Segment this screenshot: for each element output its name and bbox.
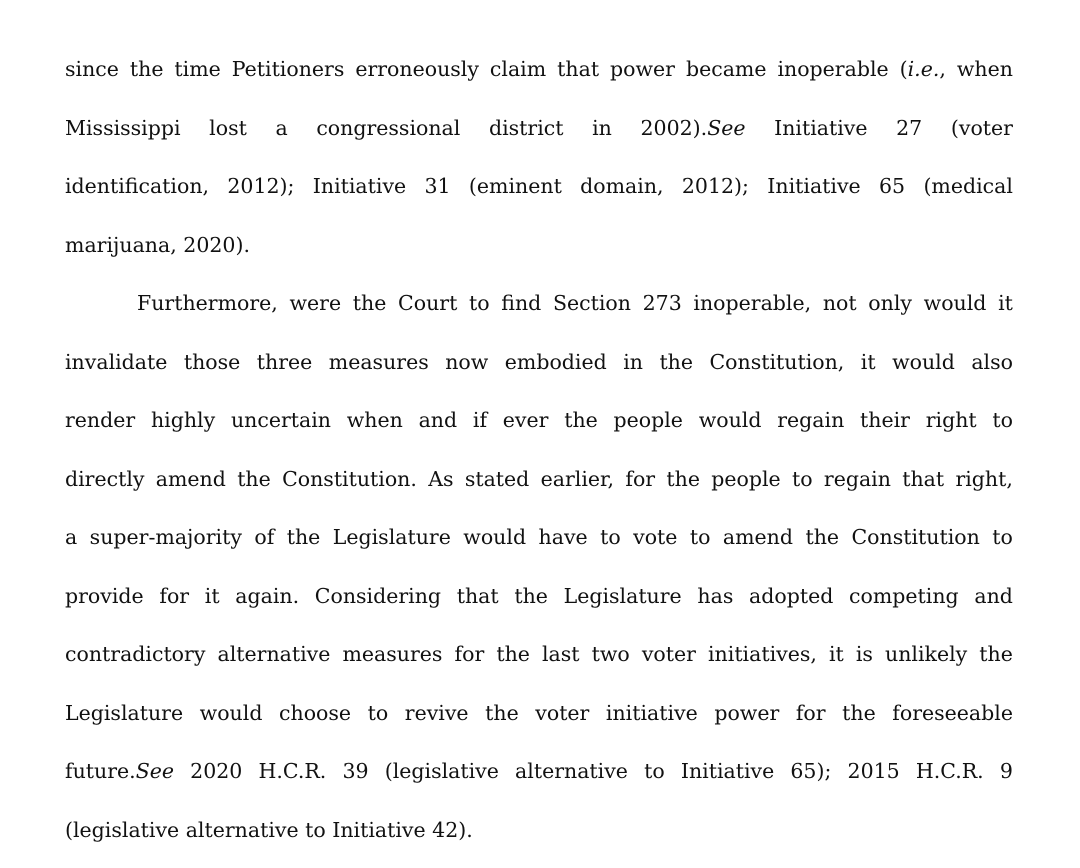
text-word: the xyxy=(659,349,694,374)
text-word: choose xyxy=(279,700,352,725)
text-word: voter xyxy=(535,700,590,725)
text-word: 9 xyxy=(999,759,1013,783)
text-word: uncertain xyxy=(230,408,331,432)
text-word: the xyxy=(805,525,840,549)
text-word: the xyxy=(842,700,876,725)
text-word: two xyxy=(591,642,630,666)
text-word: Initiative xyxy=(767,174,861,198)
text-word: Legislature xyxy=(332,525,451,549)
text-word: for xyxy=(795,700,826,725)
text-word: and xyxy=(418,408,458,432)
text-line xyxy=(65,465,1013,493)
text-word: find xyxy=(501,291,542,315)
text-word: unlikely xyxy=(885,642,968,666)
text-word: 2002).See xyxy=(640,115,746,140)
text-word: of xyxy=(254,525,275,549)
text-word: Considering xyxy=(314,583,442,608)
text-word: render xyxy=(65,408,136,432)
text-word: that xyxy=(902,466,945,491)
text-word: Court xyxy=(398,291,458,315)
text-word: that xyxy=(557,57,600,81)
text-word: 65); xyxy=(790,759,832,783)
text-word: for xyxy=(159,583,190,608)
text-word: it xyxy=(204,583,220,608)
text-line xyxy=(65,699,1013,727)
text-word: the xyxy=(564,408,598,432)
text-word: for xyxy=(454,642,485,666)
text-word: again. xyxy=(235,583,300,608)
text-word: three xyxy=(256,349,313,374)
text-word: As xyxy=(428,466,454,491)
text-word: regain xyxy=(823,466,891,491)
text-word: initiative xyxy=(605,700,698,725)
text-word: regain xyxy=(777,408,845,432)
text-word: people xyxy=(613,408,683,432)
text-word: identification, xyxy=(65,174,210,198)
text-word: in xyxy=(623,349,643,374)
text-word: 31 xyxy=(424,174,451,198)
text-word: H.C.R. xyxy=(915,759,984,783)
text-word: the xyxy=(485,700,519,725)
text-line xyxy=(65,757,1013,785)
text-word: a xyxy=(275,115,288,140)
text-word: to xyxy=(792,466,813,491)
text-word: stated xyxy=(464,466,530,491)
text-line xyxy=(65,55,1013,83)
text-word: 2012); xyxy=(227,174,295,198)
text-word: invalidate xyxy=(65,349,168,374)
text-word: would xyxy=(892,349,955,374)
text-word: lost xyxy=(209,115,247,140)
text-word: would xyxy=(199,700,263,725)
text-word: to xyxy=(367,700,389,725)
text-word: amend xyxy=(722,525,794,549)
text-word: embodied xyxy=(504,349,607,374)
text-word: for xyxy=(625,466,656,491)
text-word: since xyxy=(65,57,119,81)
text-line xyxy=(65,348,1013,376)
text-word: only xyxy=(868,291,912,315)
text-word: their xyxy=(860,408,910,432)
text-word: amend xyxy=(155,466,226,491)
text-word: future.See xyxy=(65,759,174,783)
text-word: the xyxy=(237,466,271,491)
text-word: to xyxy=(644,759,665,783)
text-word: (i.e., xyxy=(899,57,946,81)
text-word: to xyxy=(992,525,1013,549)
text-word: the xyxy=(129,57,164,81)
text-word: in xyxy=(592,115,612,140)
text-word: power xyxy=(610,57,675,81)
text-word: the xyxy=(286,525,321,549)
text-word: to xyxy=(600,525,621,549)
text-line xyxy=(65,172,1013,200)
text-word: foreseeable xyxy=(892,700,1013,725)
text-word: revive xyxy=(404,700,469,725)
text-word: became xyxy=(685,57,767,81)
text-word: alternative xyxy=(515,759,628,783)
text-word: 39 xyxy=(342,759,369,783)
text-word: H.C.R. xyxy=(258,759,327,783)
text-line xyxy=(65,406,1013,434)
text-word: were xyxy=(289,291,342,315)
text-word: last xyxy=(541,642,580,666)
text-word: a xyxy=(65,525,78,549)
text-word: marijuana, xyxy=(65,232,177,257)
text-word: if xyxy=(472,408,488,432)
text-word: 42). xyxy=(432,817,473,842)
text-word: Initiative xyxy=(680,759,775,783)
text-word: contradictory xyxy=(65,642,206,666)
text-word: measures xyxy=(328,349,429,374)
text-word: Constitution. xyxy=(282,466,417,491)
text-word: when xyxy=(956,57,1013,81)
text-word: domain, xyxy=(580,174,664,198)
text-word: congressional xyxy=(316,115,461,140)
text-line xyxy=(65,231,1013,259)
text-word: to xyxy=(689,525,711,549)
text-word: earlier, xyxy=(540,466,615,491)
text-word: Constitution, xyxy=(709,349,845,374)
text-word: 2020). xyxy=(183,232,250,257)
text-word: 2020 xyxy=(190,759,243,783)
text-word: people xyxy=(711,466,781,491)
text-word: (voter xyxy=(950,115,1013,140)
text-word: to xyxy=(469,291,490,315)
text-word: provide xyxy=(65,583,144,608)
text-word: 2015 xyxy=(847,759,900,783)
text-word: alternative xyxy=(217,642,331,666)
text-word: Legislature xyxy=(65,700,184,725)
text-word: those xyxy=(183,349,241,374)
text-word: initiatives, xyxy=(708,642,817,666)
text-word: Mississippi xyxy=(65,115,181,140)
text-word: now xyxy=(445,349,489,374)
text-word: super-majority xyxy=(89,525,242,549)
text-word: adopted xyxy=(749,583,834,608)
text-word: Initiative xyxy=(774,115,868,140)
text-word: 273 xyxy=(642,291,682,315)
text-word: Initiative xyxy=(332,817,426,842)
text-word: right, xyxy=(955,466,1013,491)
text-word: (eminent xyxy=(468,174,562,198)
text-word: that xyxy=(456,583,499,608)
italic-text: See xyxy=(135,759,174,783)
text-word: Initiative xyxy=(312,174,407,198)
text-word: the xyxy=(514,583,548,608)
italic-text: i.e. xyxy=(907,57,940,81)
text-word: district xyxy=(488,115,564,140)
text-word: have xyxy=(538,525,588,549)
text-word: Legislature xyxy=(563,583,682,608)
text-word: (legislative xyxy=(65,817,180,842)
text-word: highly xyxy=(150,408,216,432)
text-word: power xyxy=(714,700,780,725)
text-line xyxy=(65,816,1013,844)
text-line xyxy=(65,640,1013,668)
text-word: would xyxy=(698,408,762,432)
text-word: measures xyxy=(342,642,443,666)
text-word: would xyxy=(463,525,527,549)
text-word: it xyxy=(860,349,876,374)
text-word: voter xyxy=(641,642,696,666)
text-word: claim xyxy=(489,57,547,81)
text-word: is xyxy=(855,642,873,666)
text-word: when xyxy=(346,408,403,432)
text-word: also xyxy=(971,349,1013,374)
text-line xyxy=(65,114,1013,142)
text-word: alternative xyxy=(185,817,299,842)
text-word: erroneously xyxy=(355,57,479,81)
text-word: Section xyxy=(552,291,631,315)
text-word: time xyxy=(174,57,221,81)
text-line xyxy=(65,582,1013,610)
text-line xyxy=(65,523,1013,551)
text-word: vote xyxy=(633,525,678,549)
text-word: not xyxy=(822,291,857,315)
text-word: inoperable xyxy=(777,57,889,81)
text-word: directly xyxy=(65,466,145,491)
italic-text: See xyxy=(707,115,746,140)
text-word: competing xyxy=(849,583,959,608)
text-word: (medical xyxy=(923,174,1013,198)
text-word: and xyxy=(974,583,1013,608)
text-word: Furthermore, xyxy=(137,291,278,315)
text-line xyxy=(137,289,1013,317)
text-word: has xyxy=(697,583,734,608)
text-word: would xyxy=(923,291,987,315)
text-word: Constitution xyxy=(851,525,980,549)
text-word: it xyxy=(998,291,1013,315)
text-word: inoperable, xyxy=(693,291,812,315)
text-word: the xyxy=(666,466,700,491)
text-word: to xyxy=(992,408,1013,432)
text-word: it xyxy=(828,642,844,666)
text-word: the xyxy=(352,291,387,315)
text-word: Petitioners xyxy=(231,57,345,81)
text-word: 2012); xyxy=(681,174,749,198)
text-word: (legislative xyxy=(384,759,499,783)
text-word: to xyxy=(305,817,326,842)
text-word: the xyxy=(979,642,1013,666)
text-word: the xyxy=(496,642,530,666)
text-word: right xyxy=(925,408,977,432)
text-word: 27 xyxy=(896,115,923,140)
text-word: ever xyxy=(502,408,549,432)
text-word: 65 xyxy=(879,174,906,198)
